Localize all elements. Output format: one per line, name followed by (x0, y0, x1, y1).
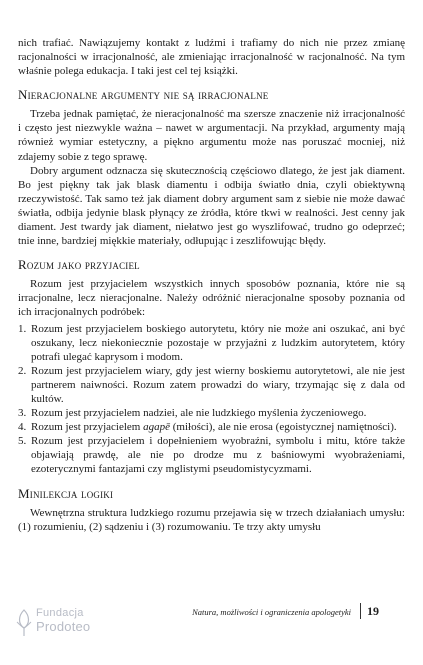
logo-text-line1: Fundacja (36, 607, 84, 619)
section-heading-nonrational-arguments: Nieracjonalne argumenty nie są irracjonalne (18, 87, 269, 103)
list-item (18, 406, 405, 420)
section-heading-logic-minilesson: Minilekcja logiki (18, 485, 114, 501)
list-item-text: Rozum jest przyjacielem (31, 421, 144, 434)
list-item-text: Rozum jest przyjacielem boskiego autorytetu, który nie może ani oszukać, ani być oszukany, lecz niekoniecznie pozostaje w przyjaźni z ludzkim autorytetem, który potrafi ulegać kaprysom i modom. (31, 322, 405, 363)
list-item-text: Rozum jest przyjacielem i dopełnieniem wyobraźni, symbolu i mitu, które także objawiają prawdę, ale nie po drodze mu z baśniowymi wyobrażeniami, ezoterycznymi fantazjami czy mglistymi pseudomistycyzmami. (31, 435, 405, 476)
logo-mark-icon (14, 608, 34, 638)
running-title: Natura, możliwości i ograniczenia apologetyki (192, 607, 351, 617)
numbered-list (18, 322, 405, 477)
page-content (18, 36, 405, 534)
list-number: 5. (18, 435, 27, 448)
list-number: 4. (18, 421, 27, 434)
footer-separator (360, 603, 361, 619)
publisher-logo (14, 606, 154, 640)
paragraph: Trzeba jednak pamiętać, że nieracjonalność ma szersze znaczenie niż irracjonalność i często jest niezwykle ważna – nawet w argumentacji. Na przykład, argumenty mają również wymiar estetyczny, a piękno argumentu może nas poruszać mocniej, niż zdajemy sobie z tego sprawę. (18, 108, 405, 163)
intro-paragraph: nich trafiać. Nawiązujemy kontakt z ludźmi i trafiamy do nich nie przez zmianę racjonalności w irracjonalność, ale zmieniając irracjonalność w racjonalność. Na tym właśnie polega edukacja. I taki jest cel tej książki. (18, 37, 405, 78)
page-footer (0, 600, 423, 640)
italic-term: agapē (143, 421, 170, 434)
paragraph: Dobry argument odznacza się skutecznością częściowo dlatego, że jest jak diament. Bo jest piękny tak jak blask diamentu i odbija światło dnia, czyli obiektywną rzeczywistość. Tak samo też jak diament dobry argument sam z siebie nie może dawać światła, odbija jedynie blask płynący ze źródła, które tkwi w realności. Jest cenny jak diament. Jest twardy jak diament, niełatwo jest go wyszlifować, trudno go odeprzeć; tnie inne, bardziej miękkie materiały, odłupując i zeszlifowując błędy. (18, 164, 405, 248)
list-item-text: Rozum jest przyjacielem wiary, gdy jest wierny boskiemu autorytetowi, ale nie jest partnerem naiwności. Rozum zatem prowadzi do wiary, trzymając się z dala od kultów. (31, 364, 405, 405)
list-item (18, 322, 405, 364)
logo-text-line2: Prodoteo (36, 619, 91, 634)
list-number: 2. (18, 364, 27, 377)
list-item-text: Rozum jest przyjacielem nadziei, ale nie ludzkiego myślenia życzeniowego. (31, 407, 367, 420)
list-number: 1. (18, 322, 27, 335)
page-number: 19 (367, 604, 379, 618)
paragraph: Rozum jest przyjacielem wszystkich innych sposobów poznania, które nie są irracjonalne, lecz nieracjonalne. Należy odróżnić nieracjonalne sposoby poznania od ich irracjonalnych podróbek: (18, 278, 405, 319)
list-item (18, 420, 405, 434)
paragraph: Wewnętrzna struktura ludzkiego rozumu przejawia się w trzech działaniach umysłu: (1) rozumieniu, (2) sądzeniu i (3) rozumowaniu. Te trzy akty umysłu (18, 506, 405, 533)
section-heading-reason-as-friend: Rozum jako przyjaciel (18, 257, 140, 273)
list-item-text: (miłości), ale nie erosa (egoistycznej namiętności). (170, 421, 397, 434)
list-item (18, 434, 405, 476)
list-number: 3. (18, 407, 27, 420)
list-item (18, 364, 405, 406)
